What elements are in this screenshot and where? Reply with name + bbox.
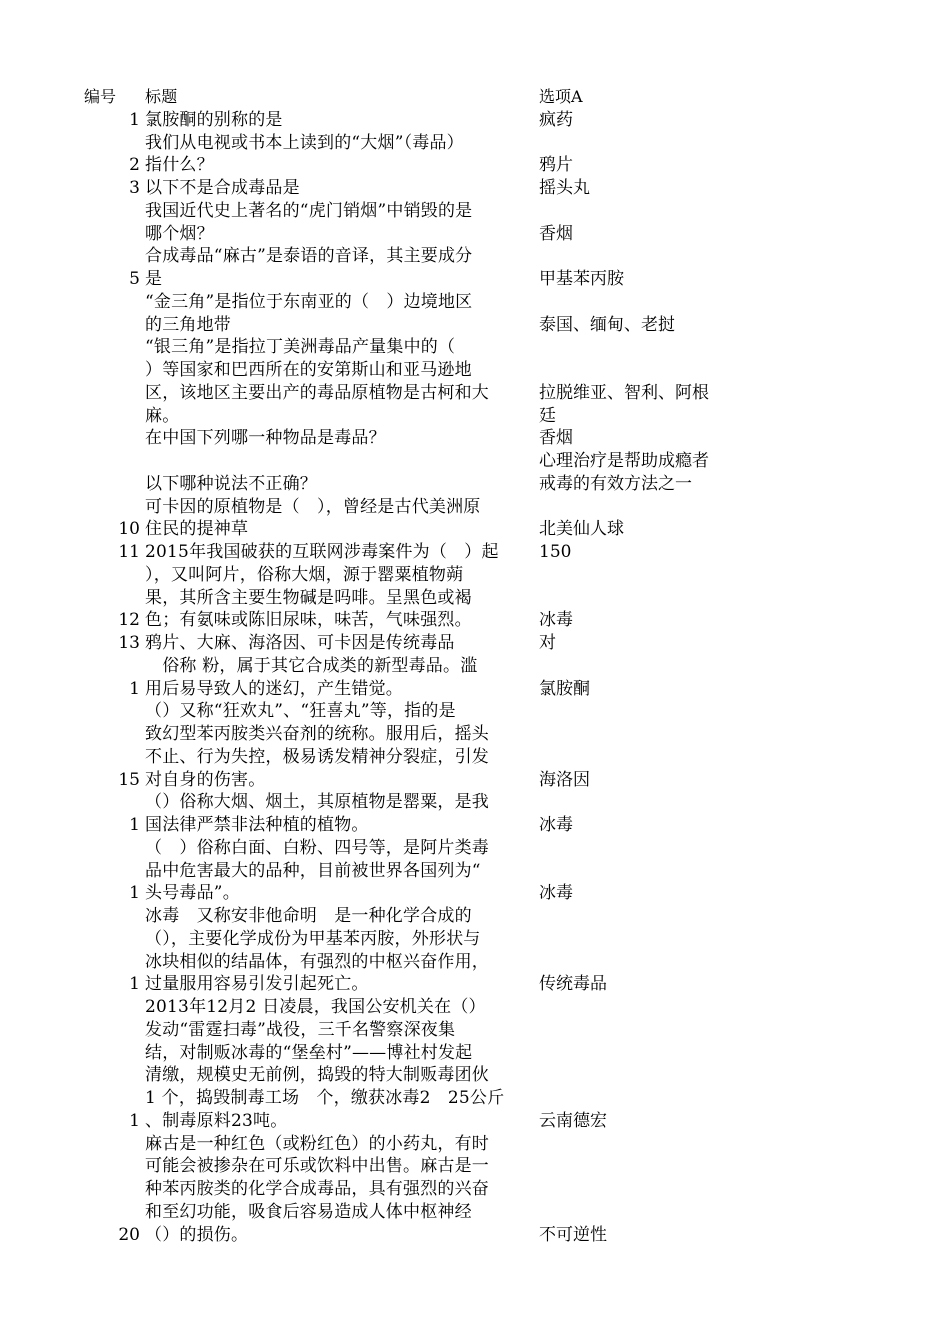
- row-number: 1: [129, 974, 140, 995]
- row-title: 头号毒品”。: [145, 883, 240, 904]
- table-row: [0, 427, 950, 450]
- table-row: [0, 405, 950, 428]
- row-title: 我国近代史上著名的“虎门销烟”中销毁的是: [145, 200, 473, 221]
- row-title: 俗称 粉，属于其它合成类的新型毒品。滥: [145, 655, 478, 676]
- table-row: [0, 609, 950, 632]
- table-row: [0, 996, 950, 1019]
- row-option-a: 廷: [539, 405, 556, 426]
- row-title: 果，其所含主要生物碱是吗啡。呈黑色或褐: [145, 587, 472, 608]
- row-number: 3: [129, 178, 140, 198]
- table-row: [0, 496, 950, 519]
- row-option-a: 摇头丸: [539, 178, 590, 198]
- row-title: 过量服用容易引发引起死亡。: [145, 974, 369, 995]
- header-option-a: 选项A: [539, 87, 583, 106]
- row-number: 1: [129, 883, 140, 904]
- row-option-a: 泰国、缅甸、老挝: [539, 314, 675, 335]
- table-row: [0, 1224, 950, 1247]
- row-title: 以下不是合成毒品是: [145, 178, 300, 198]
- row-option-a: 心理治疗是帮助成瘾者: [539, 451, 709, 471]
- table-row: [0, 1087, 950, 1110]
- row-title: 对自身的伤害。: [145, 769, 266, 790]
- table-row: [0, 928, 950, 951]
- row-title: 可能会被掺杂在可乐或饮料中出售。麻古是一: [145, 1156, 489, 1177]
- row-title: 、制毒原料23吨。: [145, 1110, 288, 1131]
- row-option-a: 香烟: [539, 223, 573, 244]
- row-title: 的三角地带: [145, 314, 231, 335]
- row-title: （）的损伤。: [145, 1224, 249, 1245]
- table-row: [0, 473, 950, 496]
- table-row: [0, 245, 950, 268]
- header-row: [0, 86, 950, 109]
- row-title: 鸦片、大麻、海洛因、可卡因是传统毒品: [145, 633, 455, 653]
- table-row: [0, 1178, 950, 1201]
- table-row: [0, 541, 950, 564]
- table-row: [0, 1064, 950, 1087]
- table-row: [0, 314, 950, 337]
- table-row: [0, 154, 950, 177]
- row-title: 冰块相似的结晶体，有强烈的中枢兴奋作用，: [145, 951, 489, 972]
- table-row: [0, 200, 950, 223]
- table-row: [0, 814, 950, 837]
- row-title: 国法律严禁非法种植的植物。: [145, 815, 369, 835]
- table-row: [0, 1201, 950, 1224]
- table-row: [0, 791, 950, 814]
- row-title: “银三角”是指拉丁美洲毒品产量集中的（: [145, 337, 456, 358]
- table-row: [0, 268, 950, 291]
- table-row: [0, 1155, 950, 1178]
- table-row: [0, 632, 950, 655]
- row-title: 用后易导致人的迷幻，产生错觉。: [145, 678, 403, 699]
- row-title: 品中危害最大的品种，目前被世界各国列为“: [145, 860, 481, 881]
- row-option-a: 海洛因: [539, 769, 590, 790]
- row-title: 麻。: [145, 405, 180, 426]
- row-title: 致幻型苯丙胺类兴奋剂的统称。服用后，摇头: [145, 724, 489, 744]
- table-row: [0, 518, 950, 541]
- row-title: 以下哪种说法不正确？: [145, 473, 317, 494]
- row-title: ），又叫阿片，俗称大烟，源于罂粟植物蒴: [145, 564, 464, 585]
- table-row: [0, 1110, 950, 1133]
- row-title: 指什么？: [145, 155, 214, 176]
- row-title: 哪个烟？: [145, 223, 214, 244]
- row-title: 在中国下列哪一种物品是毒品？: [145, 428, 386, 449]
- table-row: [0, 291, 950, 314]
- row-title: 清缴，规模史无前例，捣毁的特大制贩毒团伙: [145, 1065, 489, 1086]
- table-row: [0, 973, 950, 996]
- table-row: [0, 1019, 950, 1042]
- header-number: 编号: [84, 87, 117, 106]
- row-title: （），主要化学成份为甲基苯丙胺，外形状与: [145, 928, 481, 949]
- row-option-a: 氯胺酮: [539, 678, 590, 699]
- table-row: [0, 769, 950, 792]
- row-option-a: 冰毒: [539, 883, 573, 904]
- row-option-a: 对: [539, 633, 556, 653]
- row-option-a: 戒毒的有效方法之一: [539, 473, 692, 494]
- table-row: [0, 132, 950, 155]
- table-row: [0, 223, 950, 246]
- row-title: 我们从电视或书本上读到的“大烟”（毒品）: [145, 132, 464, 153]
- row-title: 麻古是一种红色（或粉红色）的小药丸，有时: [145, 1133, 489, 1154]
- table-row: [0, 700, 950, 723]
- row-title: 可卡因的原植物是（ ），曾经是古代美洲原: [145, 496, 481, 517]
- row-title: （）俗称大烟、烟土，其原植物是罂粟，是我: [145, 792, 489, 813]
- row-title: ）等国家和巴西所在的安第斯山和亚马逊地: [145, 360, 472, 380]
- table-row: [0, 177, 950, 200]
- row-title: 2013年12月2 日凌晨，我国公安机关在（）: [145, 997, 486, 1017]
- table-row: [0, 359, 950, 382]
- row-number: 13: [118, 633, 140, 653]
- row-number: 20: [118, 1224, 140, 1245]
- table-row: [0, 564, 950, 587]
- table-row: [0, 905, 950, 928]
- row-title: 合成毒品“麻古”是泰语的音译，其主要成分: [145, 246, 473, 267]
- row-number: 5: [129, 269, 140, 289]
- row-title: 区，该地区主要出产的毒品原植物是古柯和大: [145, 382, 489, 403]
- table-row: [0, 450, 950, 473]
- row-option-a: 冰毒: [539, 815, 573, 835]
- table-row: [0, 746, 950, 769]
- row-title: 冰毒 又称安非他命明 是一种化学合成的: [145, 906, 472, 926]
- row-title: 是: [145, 269, 163, 289]
- row-title: “金三角”是指位于东南亚的（ ）边境地区: [145, 291, 473, 312]
- row-option-a: 北美仙人球: [539, 519, 624, 540]
- row-number: 1: [129, 1110, 140, 1131]
- row-title: （ ）俗称白面、白粉、四号等，是阿片类毒: [145, 837, 489, 858]
- row-number: 12: [118, 610, 140, 631]
- row-option-a: 拉脱维亚、智利、阿根: [539, 382, 709, 403]
- table-row: [0, 723, 950, 746]
- row-number: 1: [129, 109, 140, 130]
- table-row: [0, 336, 950, 359]
- table-row: [0, 837, 950, 860]
- row-title: 色；有氨味或陈旧尿味，味苦，气味强烈。: [145, 610, 472, 631]
- row-number: 1: [129, 678, 140, 699]
- table-row: [0, 587, 950, 610]
- row-option-a: 不可逆性: [539, 1224, 607, 1245]
- rows: [0, 109, 950, 1247]
- row-title: 2015年我国破获的互联网涉毒案件为（ ）起: [145, 542, 499, 562]
- row-option-a: 150: [539, 542, 572, 562]
- row-option-a: 传统毒品: [539, 974, 607, 995]
- row-title: 不止、行为失控，极易诱发精神分裂症，引发: [145, 746, 489, 767]
- row-number: 11: [118, 542, 140, 562]
- table-row: [0, 882, 950, 905]
- row-title: 氯胺酮的别称的是: [145, 109, 283, 130]
- row-title: 和至幻功能，吸食后容易造成人体中枢神经: [145, 1201, 472, 1222]
- row-title: （）又称“狂欢丸”、“狂喜丸”等，指的是: [145, 701, 456, 722]
- row-number: 15: [118, 769, 140, 790]
- row-option-a: 云南德宏: [539, 1110, 607, 1131]
- table-row: [0, 109, 950, 132]
- table-row: [0, 655, 950, 678]
- table-row: [0, 678, 950, 701]
- row-option-a: 鸦片: [539, 155, 573, 176]
- row-number: 10: [118, 519, 140, 540]
- table-row: [0, 860, 950, 883]
- header-title: 标题: [145, 87, 178, 106]
- row-number: 2: [129, 155, 140, 176]
- spreadsheet: [0, 86, 950, 1246]
- row-number: 1: [129, 815, 140, 835]
- table-row: [0, 1042, 950, 1065]
- table-row: [0, 382, 950, 405]
- row-option-a: 香烟: [539, 428, 573, 449]
- table-row: [0, 951, 950, 974]
- row-title: 住民的提神草: [145, 519, 249, 540]
- row-option-a: 甲基苯丙胺: [539, 269, 624, 289]
- row-option-a: 冰毒: [539, 610, 573, 631]
- row-title: 1 个，捣毁制毒工场 个，缴获冰毒2 25公斤: [145, 1088, 505, 1108]
- row-title: 发动“雷霆扫毒”战役，三千名警察深夜集: [145, 1019, 456, 1040]
- row-option-a: 疯药: [539, 109, 573, 130]
- row-title: 结，对制贩冰毒的“堡垒村”——博社村发起: [145, 1042, 473, 1063]
- table-row: [0, 1133, 950, 1156]
- row-title: 种苯丙胺类的化学合成毒品，具有强烈的兴奋: [145, 1179, 489, 1199]
